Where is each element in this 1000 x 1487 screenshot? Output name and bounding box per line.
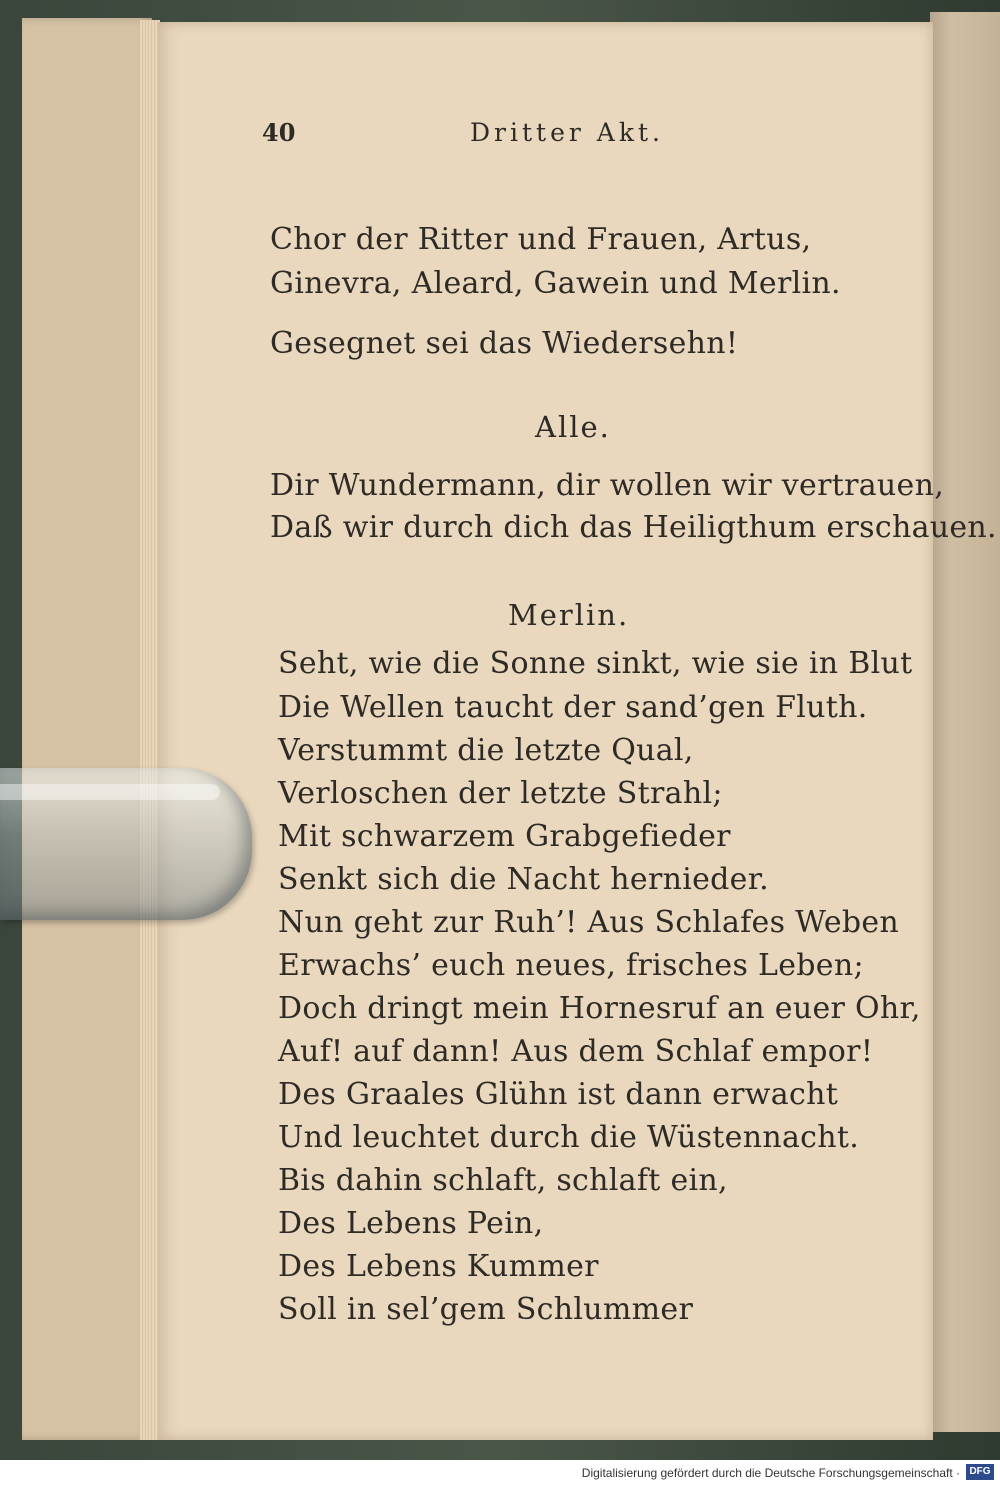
verse-line: Gesegnet sei das Wiedersehn! (270, 326, 739, 361)
verse-line: Die Wellen taucht der sand’gen Fluth. (278, 690, 868, 725)
verse-line: Soll in sel’gem Schlummer (278, 1292, 694, 1327)
speaker-name: Merlin. (508, 598, 630, 632)
stage-direction-line: Ginevra, Aleard, Gawein und Merlin. (270, 266, 841, 301)
verse-line: Nun geht zur Ruh’! Aus Schlafes Weben (278, 905, 900, 940)
book-cover-right (930, 12, 1000, 1432)
footer-bar (0, 1460, 1000, 1487)
dfg-logo-icon: DFG (966, 1464, 994, 1480)
verse-line: Auf! auf dann! Aus dem Schlaf empor! (278, 1034, 874, 1069)
verse-line: Verloschen der letzte Strahl; (278, 776, 723, 811)
page-edges (140, 20, 160, 1440)
verse-line: Verstummt die letzte Qual, (278, 733, 694, 768)
verse-line: Erwachs’ euch neues, frisches Leben; (278, 948, 864, 983)
verse-line: Mit schwarzem Grabgefieder (278, 819, 731, 854)
verse-line: Seht, wie die Sonne sinkt, wie sie in Blut (278, 646, 913, 681)
verse-line: Des Graales Glühn ist dann erwacht (278, 1077, 839, 1112)
verse-line: Des Lebens Kummer (278, 1249, 599, 1284)
verse-line: Dir Wundermann, dir wollen wir vertrauen, (270, 468, 945, 503)
verse-line: Bis dahin schlaft, schlaft ein, (278, 1163, 728, 1198)
speaker-name: Alle. (535, 410, 611, 444)
verse-line: Des Lebens Pein, (278, 1206, 544, 1241)
verse-line: Doch dringt mein Hornesruf an euer Ohr, (278, 991, 921, 1026)
stage-direction-line: Chor der Ritter und Frauen, Artus, (270, 222, 812, 257)
page-number: 40 (262, 118, 296, 147)
verse-line: Und leuchtet durch die Wüstennacht. (278, 1120, 860, 1155)
funding-credit: Digitalisierung gefördert durch die Deutsche Forschungsgemeinschaft · (581, 1466, 960, 1480)
verse-line: Daß wir durch dich das Heiligthum erschauen. (270, 510, 997, 545)
glass-page-weight-highlight (0, 784, 220, 800)
running-header: Dritter Akt. (470, 118, 664, 147)
book-cover-left (22, 18, 152, 1440)
verse-line: Senkt sich die Nacht hernieder. (278, 862, 769, 897)
